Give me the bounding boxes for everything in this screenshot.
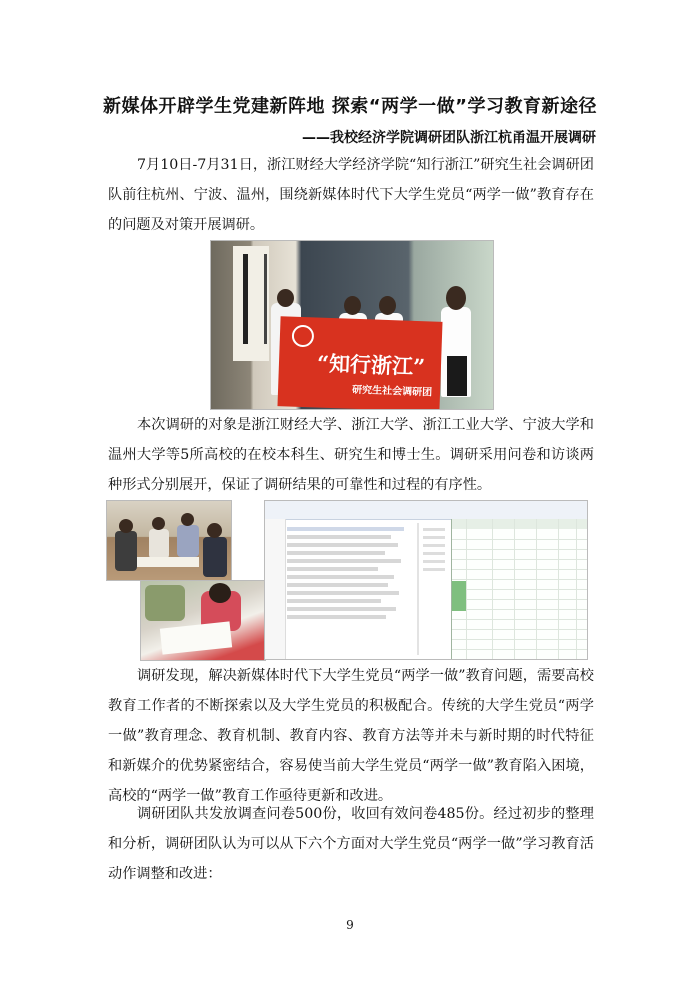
spreadsheet-window [451, 519, 588, 659]
team-member-head [277, 289, 294, 307]
file-tree-pane [265, 519, 286, 659]
article-title: 新媒体开辟学生党建新阵地 探索“两学一做”学习教育新途径 [103, 96, 597, 117]
paragraph-2: 本次调研的对象是浙江财经大学、浙江大学、浙江工业大学、宁波大学和温州大学等5所高校的在校本科生、研究生和博士生。调研采用问卷和访谈两种形式分别展开，保证了调研结果的可靠性和过程的有序性。 [108, 417, 594, 493]
file-dates-column [423, 523, 445, 655]
questionnaire-screenshot [264, 500, 588, 660]
team-member-head [379, 296, 396, 315]
red-banner [277, 316, 442, 410]
calligraphy-panel [233, 246, 269, 361]
file-list [287, 523, 417, 655]
article-subtitle: ——我校经济学院调研团队浙江杭甬温开展调研 [302, 130, 596, 146]
interview-photo-bottom [140, 580, 266, 661]
team-photo [210, 240, 494, 410]
paragraph-3: 调研发现，解决新媒体时代下大学生党员“两学一做”教育问题，需要高校教育工作者的不断探索以及大学生党员的积极配合。传统的大学生党员“两学一做”教育理念、教育机制、教育内容、教育方法等并未与新时期的时代特征和新媒介的优势紧密结合，容易使当前大学生党员“两学一做”教育陷入困境，高校的“两学一做”教育工作亟待更新和改进。 [108, 668, 594, 804]
team-member-head [446, 286, 466, 310]
university-logo-icon [292, 325, 315, 348]
interview-photo-top [106, 500, 232, 581]
team-member-head [344, 296, 361, 315]
toolbar [265, 501, 587, 520]
paragraph-4: 调研团队共发放调查问卷500份，收回有效问卷485份。经过初步的整理和分析，调研团队认为可以从下六个方面对大学生党员“两学一做”学习教育活动作调整和改进： [108, 806, 594, 882]
page-number: 9 [346, 918, 354, 932]
banner-subtitle: 研究生社会调研团 [351, 384, 433, 399]
banner-title: “知行浙江” [316, 350, 426, 380]
paragraph-1: 7月10日-7月31日，浙江财经大学经济学院“知行浙江”研究生社会调研团队前往杭州、宁波、温州，围绕新媒体时代下大学生党员“两学一做”教育存在的问题及对策开展调研。 [108, 157, 594, 233]
